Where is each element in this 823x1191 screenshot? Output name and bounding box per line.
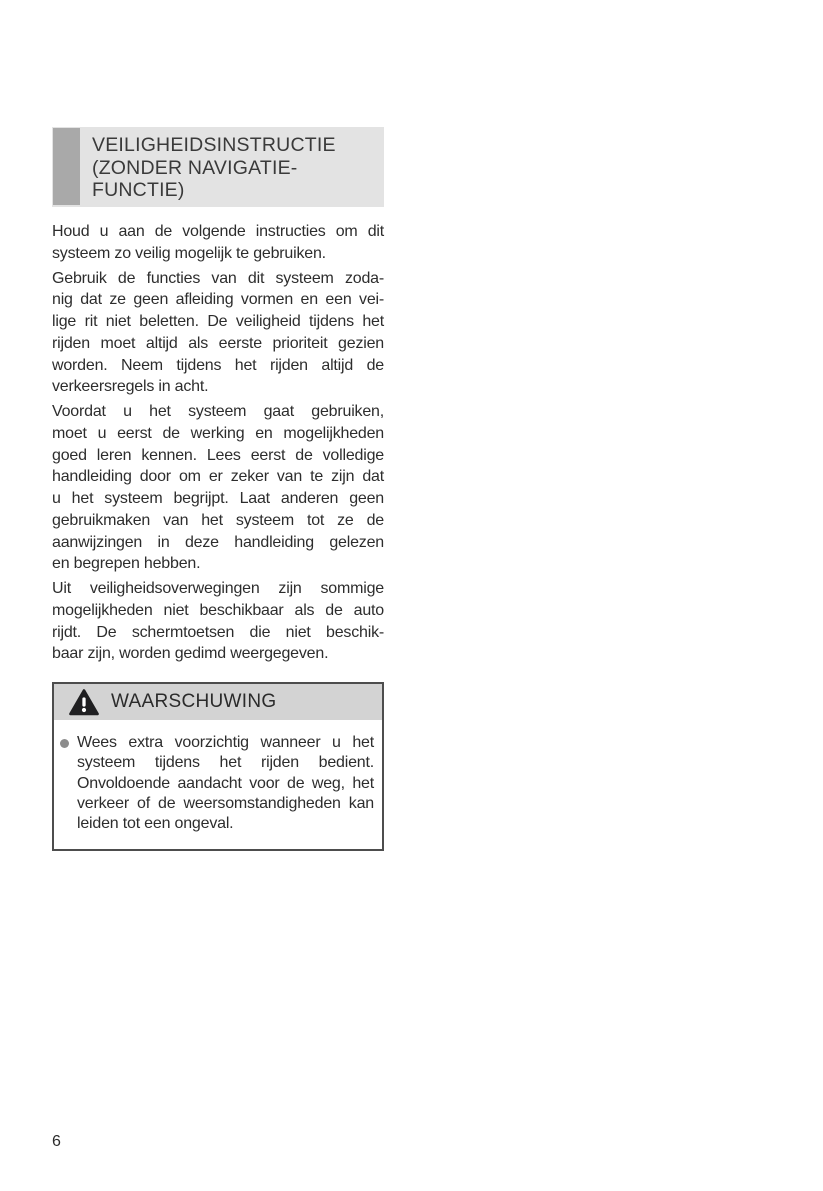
text-line: verkeer of de weersomstandigheden kan	[77, 794, 374, 812]
warning-item-text	[77, 733, 374, 834]
page-number: 6	[52, 1133, 61, 1150]
text-line: worden. Neem tijdens het rijden altijd de	[52, 356, 384, 374]
text-line: u het systeem begrijpt. Laat anderen geen	[52, 490, 384, 507]
text-line: leiden tot een ongeval.	[77, 815, 234, 833]
title-accent-bar	[53, 128, 80, 205]
warning-triangle-icon	[69, 689, 99, 716]
warning-body	[54, 720, 382, 834]
page-title-line: VEILIGHEIDSINSTRUCTIE	[92, 134, 336, 156]
text-line: Voordat u het systeem gaat gebruiken,	[52, 403, 384, 420]
text-line: en begrepen hebben.	[52, 555, 201, 573]
text-line: Gebruik de functies van dit systeem zoda-	[52, 269, 384, 287]
warning-item	[60, 733, 374, 834]
text-line: lige rit niet beletten. De veiligheid tijdens het	[52, 313, 384, 330]
body-text-column	[52, 221, 384, 668]
text-line: Wees extra voorzichtig wanneer u het	[77, 734, 374, 751]
warning-header	[54, 684, 382, 720]
text-line: nig dat ze geen afleiding vormen en een vei-	[52, 291, 384, 309]
text-line: systeem tijdens het rijden bedient.	[77, 754, 374, 772]
text-line: Onvoldoende aandacht voor de weg, het	[77, 774, 374, 792]
paragraph-intro	[52, 221, 384, 265]
text-line: systeem zo veilig mogelijk te gebruiken.	[52, 244, 326, 262]
paragraph-disabled-functions	[52, 578, 384, 665]
text-line: gebruikmaken van het systeem tot ze de	[52, 511, 384, 529]
text-line: goed leren kennen. Lees eerst de volledige	[52, 446, 384, 464]
page-title-line: FUNCTIE)	[92, 179, 185, 201]
bullet-icon	[60, 739, 69, 748]
paragraph-use-safely	[52, 268, 384, 399]
text-line: rijdt. De schermtoetsen die niet beschik-	[52, 623, 384, 641]
warning-box	[52, 682, 384, 851]
text-line: verkeersregels in acht.	[52, 378, 209, 396]
text-line: moet u eerst de werking en mogelijkheden	[52, 424, 384, 442]
text-line: aanwijzingen in deze handleiding gelezen	[52, 533, 384, 551]
text-line: rijden moet altijd als eerste prioriteit gezien	[52, 334, 384, 352]
text-line: mogelijkheden niet beschikbaar als de auto	[52, 601, 384, 619]
paragraph-learn-first	[52, 401, 384, 575]
text-line: baar zijn, worden gedimd weergegeven.	[52, 645, 329, 663]
warning-title: WAARSCHUWING	[111, 691, 277, 712]
text-line: handleiding door om er zeker van te zijn dat	[52, 468, 384, 486]
page-title-line: (ZONDER NAVIGATIE-	[92, 156, 298, 179]
text-line: Uit veiligheidsoverwegingen zijn sommige	[52, 580, 384, 597]
text-line: Houd u aan de volgende instructies om dit	[52, 223, 384, 240]
section-title-box	[52, 127, 384, 207]
page-title	[92, 134, 380, 202]
